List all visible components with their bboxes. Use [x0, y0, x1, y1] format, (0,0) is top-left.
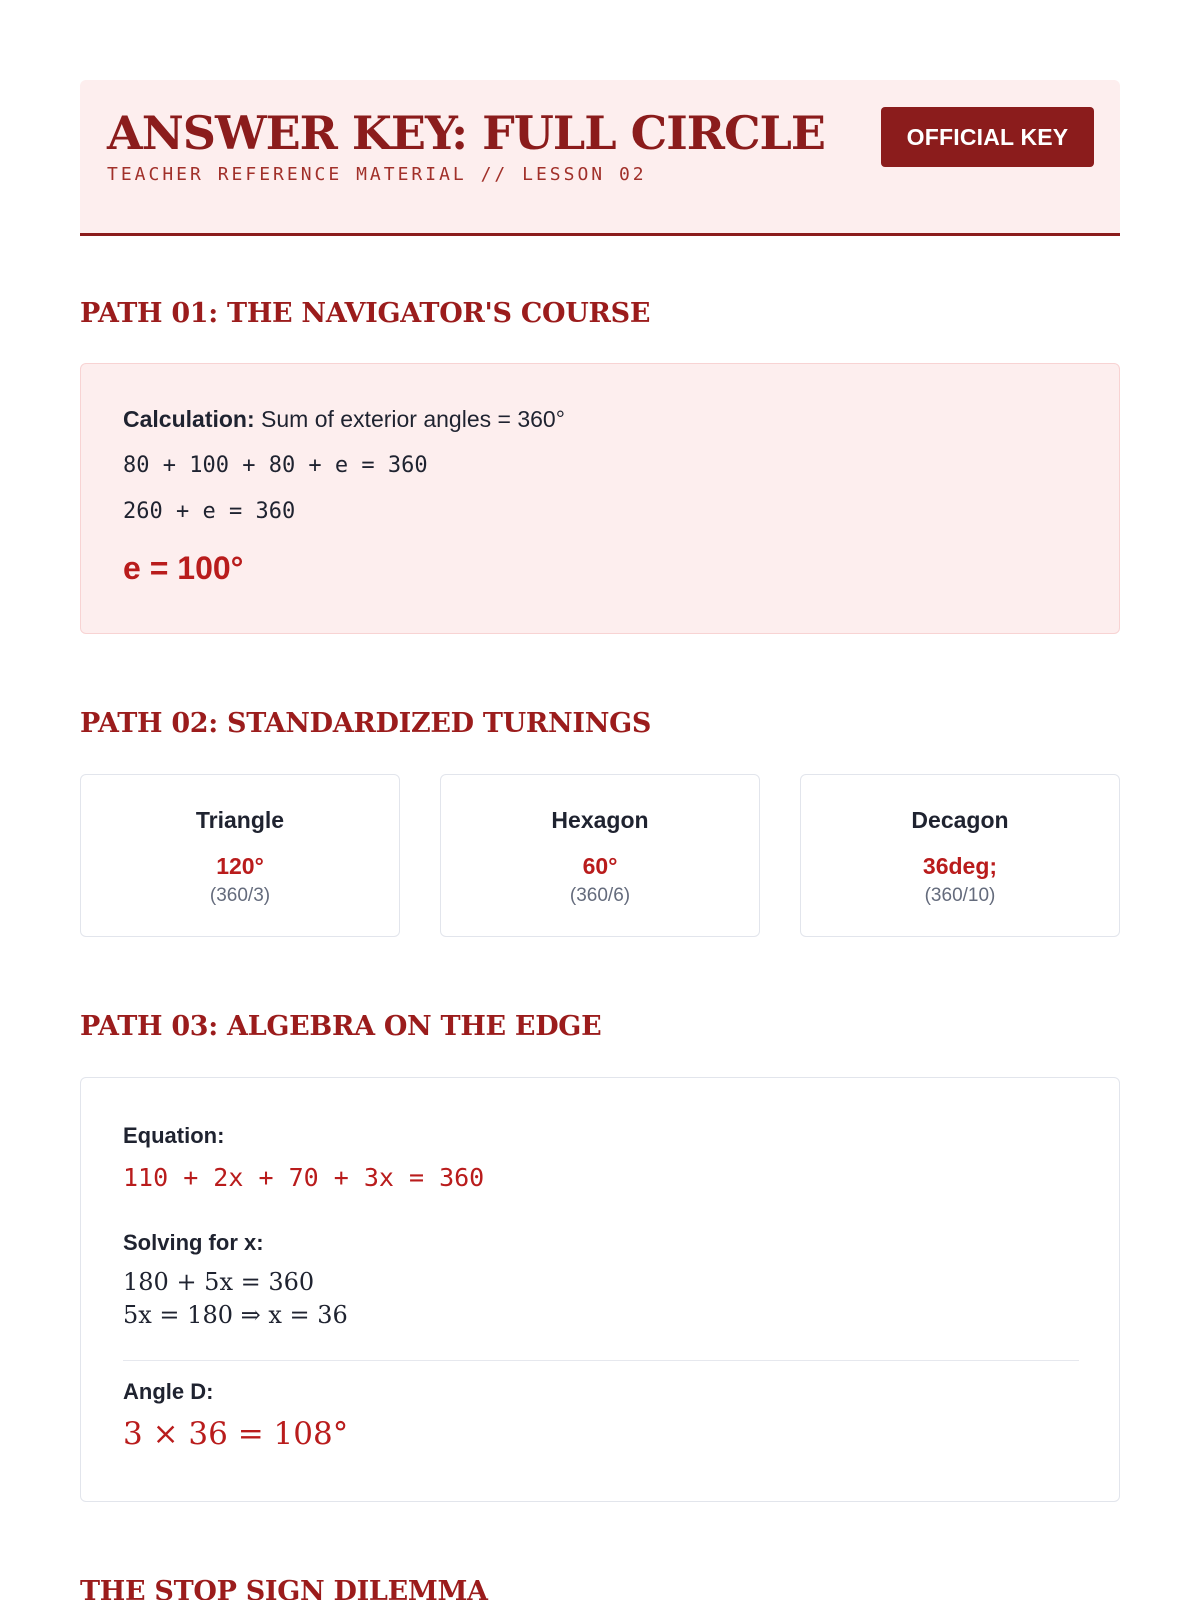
navigator-course-card [80, 363, 1120, 634]
shape-angle: 120° [216, 853, 264, 879]
solving-step-2: 5x = 180 ⇒ x = 36 [123, 1301, 348, 1329]
shape-name: Decagon [911, 807, 1009, 833]
calculation-text: Sum of exterior angles = 360° [254, 406, 565, 432]
calculation-step-2: 260 + e = 360 [123, 499, 296, 524]
page-subtitle: TEACHER REFERENCE MATERIAL // LESSON 02 [107, 164, 647, 185]
section-heading-path-02: PATH 02: STANDARDIZED TURNINGS [80, 708, 652, 739]
equation-text: 110 + 2x + 70 + 3x = 360 [123, 1163, 485, 1192]
solving-label: Solving for x: [123, 1230, 264, 1255]
algebra-card [80, 1077, 1120, 1502]
angle-d-label: Angle D: [123, 1379, 214, 1404]
shape-name: Hexagon [551, 807, 649, 833]
shape-card-triangle [80, 774, 400, 937]
shape-formula: (360/3) [209, 885, 271, 906]
shape-formula: (360/6) [569, 885, 631, 906]
shape-angle: 60° [582, 853, 618, 879]
divider [123, 1360, 1079, 1361]
section-heading-stop-sign: THE STOP SIGN DILEMMA [80, 1576, 488, 1600]
angle-d-result: 3 × 36 = 108° [123, 1416, 349, 1452]
shape-formula: (360/10) [924, 885, 996, 906]
calculation-line [123, 408, 565, 431]
shape-name: Triangle [195, 807, 285, 833]
section-heading-path-01: PATH 01: THE NAVIGATOR'S COURSE [80, 298, 651, 329]
official-key-badge: OFFICIAL KEY [881, 107, 1094, 167]
page-title: ANSWER KEY: FULL CIRCLE [107, 106, 825, 160]
shape-angle: 36deg; [922, 853, 998, 879]
shape-card-hexagon [440, 774, 760, 937]
calculation-step-1: 80 + 100 + 80 + e = 360 [123, 453, 428, 478]
solving-step-1: 180 + 5x = 360 [123, 1268, 315, 1296]
navigator-answer: e = 100° [123, 550, 244, 586]
shape-card-decagon [800, 774, 1120, 937]
section-heading-path-03: PATH 03: ALGEBRA ON THE EDGE [80, 1011, 602, 1042]
calculation-label: Calculation: [123, 406, 255, 432]
document-header [80, 80, 1120, 236]
equation-label: Equation: [123, 1123, 225, 1148]
